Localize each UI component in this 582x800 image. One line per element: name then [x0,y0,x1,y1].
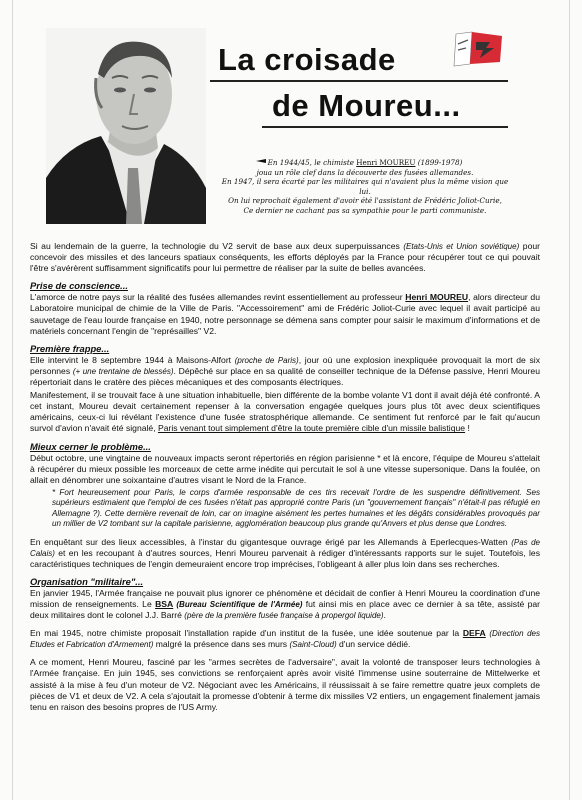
org-p2-text: En mai 1945, notre chimiste proposait l'installation rapide d'un institut de la fusée, une idée soutenue par la [30,628,463,639]
section-prise-paragraph [30,292,540,336]
title-line-2: de Moureu... [272,88,461,123]
intro-text-end: pour concevoir des missiles et des lanceurs spatiaux conséquents, les efforts déployés par la France pour récupérer tout ce qui pouvait l'être s'avérèrent suffisamment significatifs pour lui permettre de réaliser par la suite de belles avancées. [30,241,540,274]
org-defa: DEFA [462,628,486,639]
org-text-end: . [383,610,386,621]
portrait-photo [46,28,206,224]
cerner-text-end: et en les recoupant à d'autres sources, Henri Moureu parvenait à rédiger d'intéressants rapports sur le sujet. Toutefois, les caractéristiques techniques de l'engin demeuraient encore trop imprécises, l'obligeant à aller plus loin dans ses recherches. [30,547,540,569]
page-edge-right [569,0,570,800]
prise-name: Henri MOUREU [405,292,469,303]
section-frappe-paragraph-2 [30,390,540,434]
section-cerner-paragraph-1: Début octobre, une vingtaine de nouveaux impacts seront répertoriés en région parisienne * et là encore, l'équipe de Moureu s'attelait à récupérer du mieux possible les morceaux de cette arme inédite qui percutait le sol à une vitesse supersonique. Dans la foulée, on allait en dénombrer une soixantaine d'autres visant le Nord de la France. [30,452,540,485]
intro-text: Si au lendemain de la guerre, la technologie du V2 servit de base aux deux superpuissances [30,241,404,251]
frappe-p2-end: ! [465,423,470,434]
org-defa-expansion: (Direction des Etudes et Fabrication d'Armement) [30,629,541,650]
cerner-aside: (Pas de Calais) [30,537,540,558]
cerner-text: En enquêtant sur des lieux accessibles, à l'instar du gigantesque ouvrage érigé par les Allemands à Eperlecques-Watten [30,536,512,547]
caption-line-3: En 1947, il sera écarté par les militaires qui n'avaient plus la même vision que lui. [221,177,509,196]
org-p2-end: d'un service dédié. [336,639,411,650]
org-bsa: BSA [155,598,174,609]
title-underline-2 [262,126,508,128]
org-p2-aside: (Saint-Cloud) [289,640,337,650]
intro-paragraph [30,241,540,274]
section-organisation-paragraph-2 [30,628,540,650]
title-underline-1 [210,80,508,82]
frappe-text-3: . Dépêché sur place en sa qualité de conseiller technique de la Défense passive, Henri Moureu répertoriait dans le cratère des pièces mécaniques et des composants électriques. [30,365,540,388]
frappe-aside-1: (proche de Paris) [234,355,299,365]
org-text-2: fut ainsi mis en place avec ce dernier à sa tête, assisté par deux militaires dont le colonel J.J. Barré [30,598,540,621]
caption-line-4: On lui reprochait également d'avoir été l'assistant de Frédéric Joliot-Curie, [228,196,502,206]
caption-name: Henri MOUREU [356,158,416,167]
caption-arrow-icon [256,159,266,163]
frappe-p2-underlined: Paris venant tout simplement d'être la toute première cible d'un missile balistique [157,423,466,434]
section-frappe-paragraph-1 [30,355,540,388]
section-heading-cerner: Mieux cerner le problème... [30,440,151,452]
org-text: En janvier 1945, l'Armée française ne pouvait plus ignorer ce phénomène et décidait de confier à Henri Moureu la coordination d'une mission de renseignements. Le [30,587,540,609]
org-p2-text-2: malgré la présence dans ses murs [153,639,290,650]
caption-dates: (1899-1978) [415,158,463,167]
org-bsa-expansion: (Bureau Scientifique de l'Armée) [173,599,303,609]
article-body [30,241,540,715]
section-heading-prise: Prise de conscience... [30,280,128,292]
photo-caption [220,158,510,216]
section-heading-frappe: Première frappe... [30,342,110,354]
section-heading-organisation: Organisation "militaire"... [30,575,144,587]
frappe-p2-text: Manifestement, il se trouvait face à une situation inhabituelle, bien différente de la bombe volante V1 dont il avait déjà été confronté. A cet instant, Moureu devait certainement repenser à la conversation engagée quelques jours plus tôt avec deux scientifiques américains, ceux-ci lui révélant l'existence d'une fusée stratosphérique allemande. Ce sentiment fut renforcé par le fait qu'aucun survol d'avion n'avait été signalé, [30,390,540,434]
frappe-aside-2: (+ une trentaine de blessés) [72,366,174,376]
footnote: * Fort heureusement pour Paris, le corps d'armée responsable de ces tirs recevait l'ordre de les suspendre définitivement. Ses supérieurs estimaient que l'emploi de ces fusées n'était pas approprié contre Paris (un "gouvernement français" n'était-il pas réfugié en Allemagne ?). Cette dernière revenait de loin, car on imagine aisément les pertes humaines et les dégâts considérables provoqués par un millier de V2 tombant sur la capitale parisienne, agglomération beaucoup plus grande qu'Anvers et plus dense que Londres. [52,487,540,529]
prise-text: L'amorce de notre pays sur la réalité des fusées allemandes revint essentiellement au professeur [30,292,406,303]
frappe-text: Elle intervint le 8 septembre 1944 à Maisons-Alfort [30,354,235,365]
section-cerner-paragraph-2 [30,537,540,570]
caption-line-2: joua un rôle clef dans la découverte des fusées allemandes. [256,167,474,177]
section-organisation-paragraph-1 [30,588,540,621]
page-edge-left [12,0,13,800]
caption-text: En 1944/45, le chimiste [267,158,357,167]
prise-text-end: , alors directeur du Laboratoire municipal de chimie de la Ville de Paris. "Accessoirement" ami de Frédéric Joliot-Curie avec lequel il avait participé au sauvetage de l'eau lourde française en 1940, notre personnage se démena sans compter pour saisir le maximum d'informations et de matériels concernant l'engin de "représailles" V2. [30,292,540,336]
title-line-1: La croisade [218,42,396,77]
frappe-text-2: , jour où une explosion inexpliquée provoquait la mort de six personnes [30,354,540,376]
portrait-illustration [46,28,206,224]
intro-aside: (Etats-Unis et Union soviétique) [403,242,520,251]
flag-logo-icon [450,30,506,68]
org-aside: (père de la première fusée française à propergol liquide) [184,611,384,621]
section-organisation-paragraph-3: A ce moment, Henri Moureu, fasciné par les "armes secrètes de l'adversaire", avait la volonté de transposer leurs technologies à l'Armée française. En juin 1945, ses convictions se renforçaient après avoir visité l'immense usine souterraine de Mittelwerke et assisté à la mise à feu d'un moteur de V2. Négociant avec les Américains, il réussissait à se faire remettre quatre jeux complets de pièces de V1 et deux de V2. A cela s'ajoutait la promesse d'obtenir à terme dix missiles V2 entiers, un engagement finalement jamais tenu en raison des besoins propres de l'US Army. [30,657,540,712]
caption-line-5: Ce dernier ne cachant pas sa sympathie pour le parti communiste. [243,205,487,215]
